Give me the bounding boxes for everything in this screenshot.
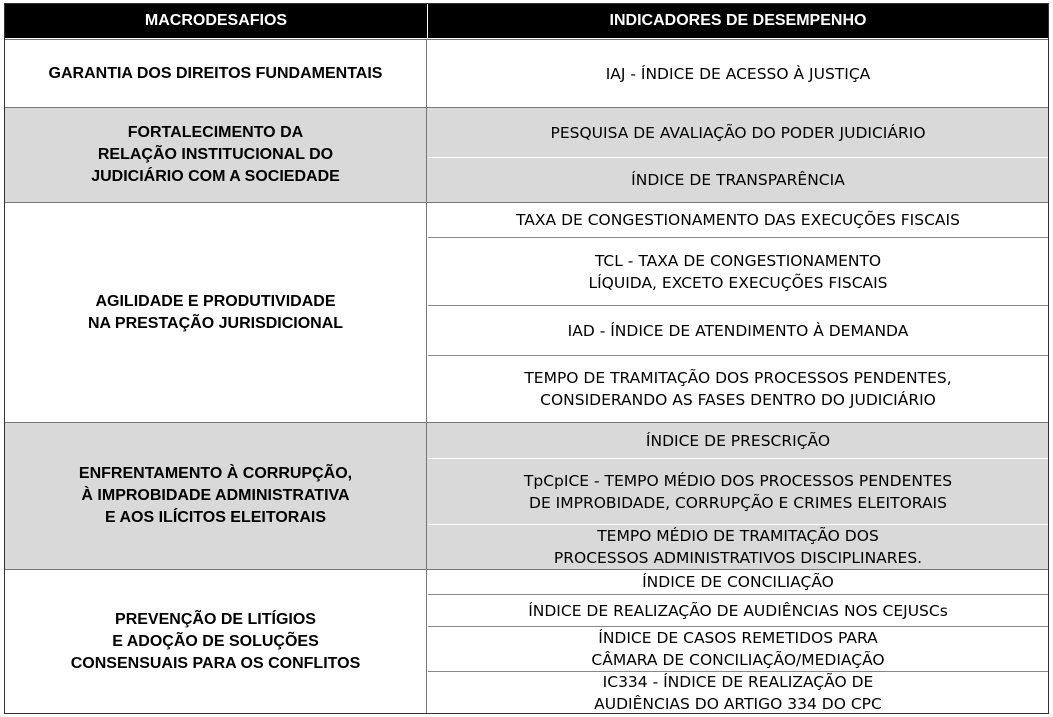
indicator-cell: IAD - ÍNDICE DE ATENDIMENTO À DEMANDA [428, 305, 1048, 355]
indicators-table [4, 3, 1049, 714]
macro-cell: FORTALECIMENTO DA RELAÇÃO INSTITUCIONAL DO JUDICIÁRIO COM A SOCIEDADE [5, 108, 427, 202]
macro-cell: GARANTIA DOS DIREITOS FUNDAMENTAIS [5, 40, 427, 107]
indicator-cell: TEMPO MÉDIO DE TRAMITAÇÃO DOS PROCESSOS ADMINISTRATIVOS DISCIPLINARES. [428, 524, 1048, 569]
indicator-cell: TpCpICE - TEMPO MÉDIO DOS PROCESSOS PENDENTES DE IMPROBIDADE, CORRUPÇÃO E CRIMES ELEITORAIS [428, 458, 1048, 524]
table-row [5, 107, 1048, 202]
indicator-cell: ÍNDICE DE REALIZAÇÃO DE AUDIÊNCIAS NOS CEJUSCs [428, 594, 1048, 626]
macro-cell: AGILIDADE E PRODUTIVIDADE NA PRESTAÇÃO JURISDICIONAL [5, 203, 427, 422]
macro-cell: PREVENÇÃO DE LITÍGIOS E ADOÇÃO DE SOLUÇÕES CONSENSUAIS PARA OS CONFLITOS [5, 570, 427, 713]
header-macrodesafios: MACRODESAFIOS [5, 4, 427, 38]
indicator-cell: ÍNDICE DE PRESCRIÇÃO [428, 423, 1048, 458]
table-row [5, 39, 1048, 107]
indicator-cell: ÍNDICE DE CASOS REMETIDOS PARA CÂMARA DE CONCILIAÇÃO/MEDIAÇÃO [428, 626, 1048, 671]
indicator-cell: TAXA DE CONGESTIONAMENTO DAS EXECUÇÕES FISCAIS [516, 211, 960, 229]
header-indicadores: INDICADORES DE DESEMPENHO [428, 4, 1048, 38]
indicator-cell: ÍNDICE DE CONCILIAÇÃO [642, 573, 834, 591]
indicator-cell: IAJ - ÍNDICE DE ACESSO À JUSTIÇA [605, 64, 871, 83]
macro-cell: ENFRENTAMENTO À CORRUPÇÃO, À IMPROBIDADE ADMINISTRATIVA E AOS ILÍCITOS ELEITORAIS [5, 423, 427, 569]
indicator-cell: TEMPO DE TRAMITAÇÃO DOS PROCESSOS PENDENTES, CONSIDERANDO AS FASES DENTRO DO JUDICIÁRIO [428, 355, 1048, 422]
indicator-cell: TCL - TAXA DE CONGESTIONAMENTO LÍQUIDA, EXCETO EXECUÇÕES FISCAIS [428, 237, 1048, 305]
indicator-cell: ÍNDICE DE TRANSPARÊNCIA [428, 157, 1048, 202]
indicator-cell: PESQUISA DE AVALIAÇÃO DO PODER JUDICIÁRIO [428, 108, 1048, 157]
table-row [5, 569, 1048, 713]
indicator-cell: IC334 - ÍNDICE DE REALIZAÇÃO DE AUDIÊNCIAS DO ARTIGO 334 DO CPC [428, 671, 1048, 714]
table-row [5, 422, 1048, 569]
table-row [5, 202, 1048, 422]
